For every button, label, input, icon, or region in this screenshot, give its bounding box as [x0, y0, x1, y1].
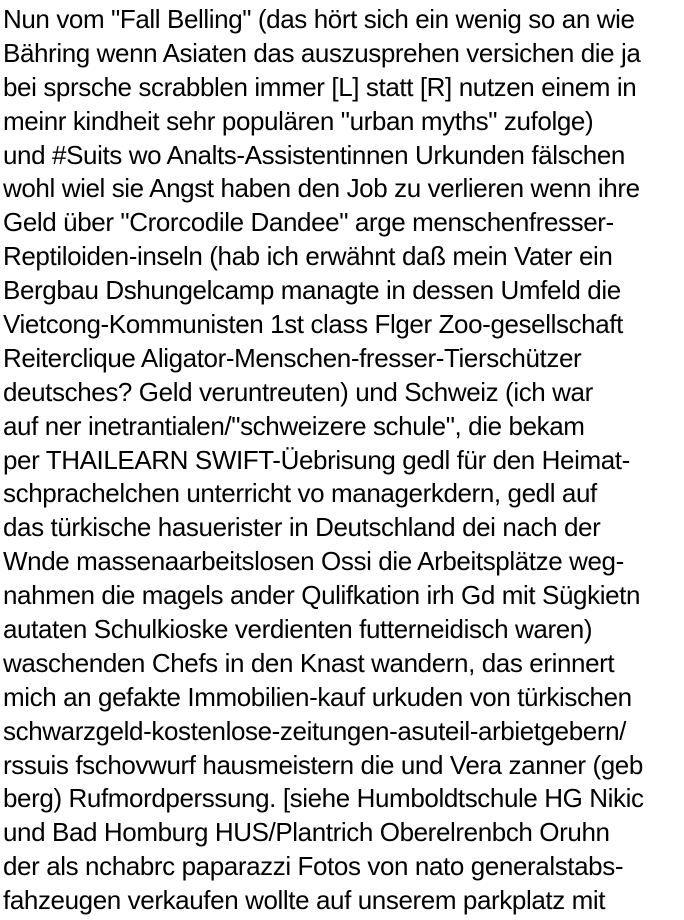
- text-line: per THAILEARN SWIFT-Üebrisung gedl für den Heimat-: [3, 444, 630, 475]
- text-line: und #Suits wo Analts-Assistentinnen Urkunden fälschen: [3, 139, 625, 170]
- text-line: und Bad Homburg HUS/Plantrich Oberelrenbch Oruhn: [3, 817, 610, 848]
- text-line: meinr kindheit sehr populären "urban myths" zufolge): [3, 105, 594, 136]
- text-line: der als nchabrc paparazzi Fotos von nato generalstabs-: [3, 851, 624, 882]
- text-line: Bergbau Dshungelcamp managte in dessen Umfeld die: [3, 275, 621, 306]
- text-line: rssuis fschovwurf hausmeistern die und Vera zanner (geb: [3, 749, 643, 780]
- text-line: das türkische hasuerister in Deutschland dei nach der: [3, 512, 601, 543]
- text-line: deutsches? Geld veruntreuten) und Schweiz (ich war: [3, 376, 593, 407]
- text-line: waschenden Chefs in den Knast wandern, das erinnert: [3, 647, 615, 678]
- text-line: schprachelchen unterricht vo managerkdern, gedl auf: [3, 478, 597, 509]
- text-line: wohl wiel sie Angst haben den Job zu verlieren wenn ihre: [3, 173, 640, 204]
- text-line: Vietcong-Kommunisten 1st class Flger Zoo-gesellschaft: [3, 309, 623, 340]
- text-line: auf ner inetrantialen/"schweizere schule", die bekam: [3, 410, 585, 441]
- text-line: Nun vom "Fall Belling" (das hört sich ein wenig so an wie: [3, 4, 635, 34]
- text-line: Bähring wenn Asiaten das auszusprehen versichen die ja: [3, 37, 641, 68]
- text-block: [3, 3, 684, 918]
- text-line: bei sprsche scrabblen immer [L] statt [R] nutzen einem in: [3, 71, 637, 102]
- text-line: nahmen die magels ander Qulifkation irh Gd mit Sügkietn: [3, 580, 641, 611]
- text-line: berg) Rufmordperssung. [siehe Humboldtschule HG Nikic: [3, 783, 644, 814]
- text-line: fahzeugen verkaufen wollte auf unserem parkplatz mit: [3, 885, 606, 916]
- text-line: schwarzgeld-kostenlose-zeitungen-asuteil-arbietgebern/: [3, 715, 626, 746]
- text-line: Wnde massenaarbeitslosen Ossi die Arbeitsplätze weg-: [3, 546, 624, 577]
- text-line: Reptiloiden-inseln (hab ich erwähnt daß mein Vater ein: [3, 241, 613, 272]
- text-line: mich an gefakte Immobilien-kauf urkuden von türkischen: [3, 681, 632, 712]
- text-line: Geld über "Crorcodile Dandee" arge menschenfresser-: [3, 207, 614, 238]
- text-line: autaten Schulkioske verdienten futterneidisch waren): [3, 614, 593, 645]
- text-line: Reiterclique Aligator-Menschen-fresser-Tierschützer: [3, 342, 582, 373]
